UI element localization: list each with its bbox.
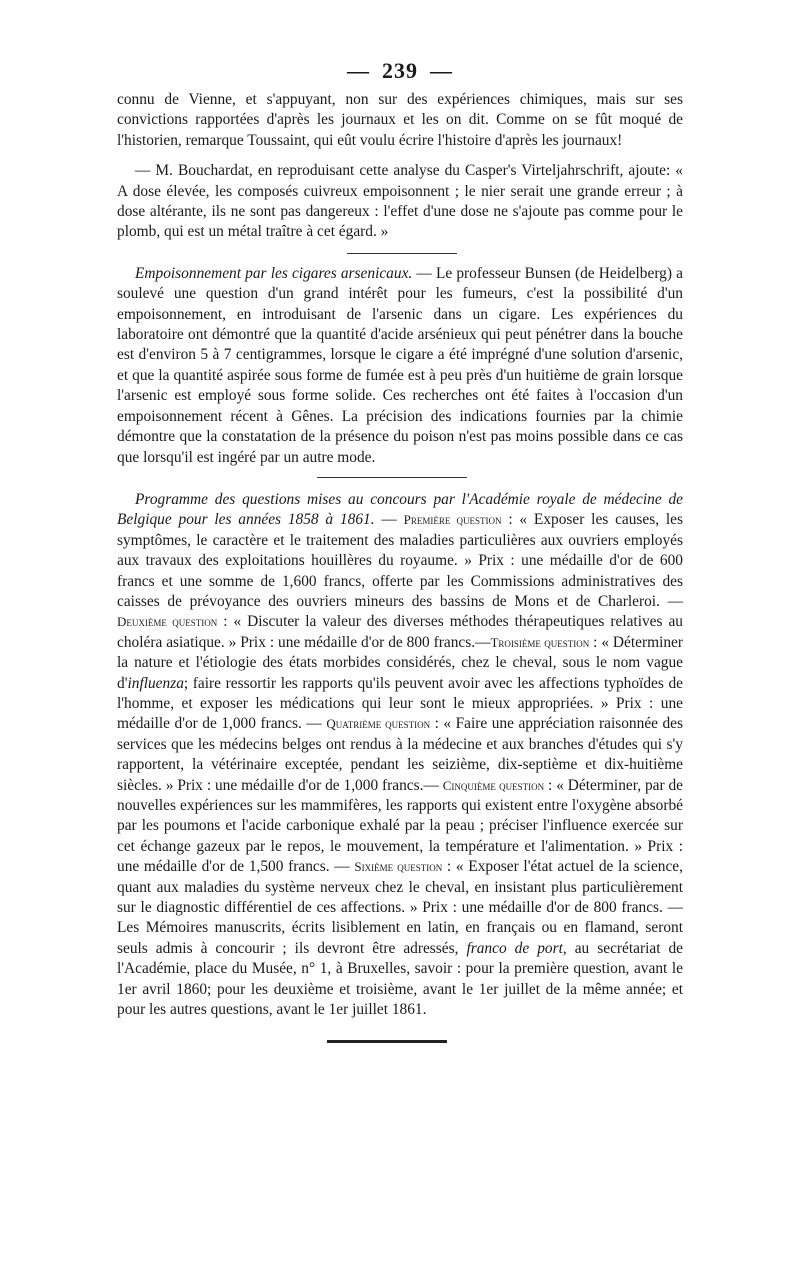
italic-term: franco de port (466, 939, 563, 957)
header-dash-right: — (430, 58, 453, 83)
question-text: : « Exposer les causes, les symptômes, le caractère et le traitement des maladies particulières aux ouvriers employés aux travaux des exploitations houillères du royaume. » Prix : une médaille d'or de 600 francs et une somme de 1,600 francs, offerte par les Commissions administratives des caisses de prévoyance des ouvriers mineurs des bassins de Mons et de Charleroi. — (117, 511, 683, 610)
paragraph-bouchardat: — M. Bouchardat, en reproduisant cette analyse du Casper's Virteljahrschrift, ajoute: « A dose élevée, les composés cuivreux empoisonnent ; le nier serait une grande erreur ; à dose altérante, ils ne sont pas dangereux : l'effet d'une dose ne s'ajoute pas comme pour le plomb, qui est un métal traître à cet égard. » (117, 162, 683, 241)
paragraph-programme: Programme des questions mises au concours par l'Académie royale de médecine de Belgique pour les années 1858 à 1861. — Première question : « Exposer les causes, les symptômes, le caractère et le traitement des maladies particulières aux ouvriers employés aux travaux des exploitations houillères du royaume. » Prix : une médaille d'or de 600 francs et une somme de 1,600 francs, offerte par les Commissions administratives des caisses de prévoyance des ouvriers mineurs des bassins de Mons et de Charleroi. — Deuxième question : « Discuter la valeur des diverses méthodes thérapeutiques relatives au choléra asiatique. » Prix : une médaille d'or de 800 francs.—Troisième question : « Déterminer la nature et l'étiologie des états morbides considérés, chez le cheval, sous le nom vague d'influenza; faire ressortir les rapports qu'ils peuvent avoir avec les affections typhoïdes de l'homme, et exposer les médications qui leur sont le mieux appropriées. » Prix : une médaille d'or de 1,000 francs. — Quatrième question : « Faire une appréciation raisonnée des services que les médecins belges ont rendus à la médecine et aux branches d'études qui s'y rapportent, la vétérinaire exceptée, pendant les seizième, dix-septième et dix-huitième siècles. » Prix : une médaille d'or de 1,000 francs.— Cinquième question : « Déterminer, par de nouvelles expériences sur les mammifères, les rapports qui existent entre l'oxygène absorbé par les poumons et l'acide carbonique exhalé par la peau ; préciser l'influence exercée sur cet échange gazeux par le repos, le mouvement, la température et l'alimentation. » Prix : une médaille d'or de 1,500 francs. — Sixième question : « Exposer l'état actuel de la science, quant aux maladies du système nerveux chez le cheval, en insistant plus particulièrement sur le diagnostic différentiel de ces affections. » Prix : une médaille d'or de 800 francs. — Les Mémoires manuscrits, écrits lisiblement en latin, en français ou en flamand, seront seuls admis à concourir ; ils devront être adressés, franco de port, au secrétariat de l'Académie, place du Musée, n° 1, à Bruxelles, savoir : pour la première question, avant le 1er avril 1860; pour les deuxième et troisième, avant le 1er juillet de la même année; et pour les autres questions, avant le 1er juillet 1861. (117, 490, 684, 1019)
question-text: , au secrétariat de l'Académie, place du Musée, n° 1, à Bruxelles, savoir : pour la première question, avant le 1er avril 1860; pour les deuxième et troisième, avant le 1er juillet de la même année; et pour les autres questions, avant le 1er juillet 1861. (117, 939, 684, 1019)
section-title-programme: Programme des questions mises au concours par l'Académie royale de médecine de Belgique pour les années 1858 à 1861. (117, 490, 683, 529)
paragraph-vienne: connu de Vienne, et s'appuyant, non sur des expériences chimiques, mais sur ses convictions rapportées d'après les journaux et les on dit. Comme on se fût moqué de l'historien, remarque Toussaint, qui eût voulu écrire l'histoire d'après les journaux! (117, 91, 683, 149)
page-header (117, 58, 683, 84)
paragraph-cigares (117, 264, 683, 468)
question-text: : « Discuter la valeur des diverses méthodes thérapeutiques relatives au choléra asiatique. » Prix : une médaille d'or de 800 francs.— (117, 613, 683, 651)
header-dash-left: — (347, 58, 370, 83)
question-text: : « Exposer l'état actuel de la science, quant aux maladies du système nerveux chez le cheval, en insistant plus particulièrement sur le diagnostic différentiel de ces affections. » Prix : une médaille d'or de 800 francs. — Les Mémoires manuscrits, écrits lisiblement en latin, en français ou en flamand, seront seuls admis à concourir ; ils devront être adressés, (117, 858, 683, 957)
question-label: Troisième question (490, 634, 590, 650)
question-label: Deuxième question (117, 614, 218, 630)
book-page (117, 58, 683, 1043)
question-text: : « Faire une appréciation raisonnée des services que les médecins belges ont rendus à la médecine et aux branches d'études qui s'y rapportent, la vétérinaire exceptée, pendant les seizième, dix-septième et dix-huitième siècles. » Prix : une médaille d'or de 1,000 francs.— (117, 715, 684, 794)
question-text: : « Déterminer, par de nouvelles expériences sur les mammifères, les rapports qui existent entre l'oxygène absorbé par les poumons et l'acide carbonique exhalé par la peau ; préciser l'influence exercée sur cet échange gazeux par le repos, le mouvement, la température et l'alimentation. » Prix : une médaille d'or de 1,500 francs. — (117, 776, 683, 876)
question-text: ; faire ressortir les rapports qu'ils peuvent avoir avec les affections typhoïdes de l'homme, et exposer les médications qui leur sont le mieux appropriées. » Prix : une médaille d'or de 1,000 francs. — (117, 674, 683, 733)
question-label: Sixième question (354, 859, 443, 875)
cigares-body: — Le professeur Bunsen (de Heidelberg) a soulevé une question d'un grand intérêt pour les fumeurs, c'est la possibilité d'un empoisonnement, en introduisant de l'arsenic dans un cigare. Les expériences du laboratoire ont démontré que la quantité d'acide arsénieux qui peut pénétrer dans la bouche est d'environ 5 à 7 centigrammes, lorsque le cigare a été imprégné d'une solution d'arsenic, et que la quantité aspirée sous forme de fumée est à peu près d'un huitième de grain lorsque l'arsenic est employé sous forme solide. Ces recherches ont été faites à l'occasion d'un empoisonnement récent à Gênes. La précision des indications fournies par la chimie démontre que la constatation de la présence du poison n'est pas moins possible dans ce cas que lorsqu'il est ingéré par un autre mode. (117, 264, 683, 466)
question-label: Première question (403, 512, 502, 528)
section-title-cigares: Empoisonnement par les cigares arsenicaux. (135, 264, 413, 282)
page-number: 239 (382, 58, 418, 83)
question-label: Cinquième question (442, 777, 545, 793)
section-divider (347, 253, 457, 254)
question-text: : « Déterminer la nature et l'étiologie des états morbides considérés, chez le cheval, sous le nom vague d' (117, 633, 684, 692)
section-divider (317, 477, 467, 478)
italic-term: influenza (127, 674, 184, 692)
question-label: Quatrième question (326, 716, 431, 732)
end-rule (327, 1040, 447, 1043)
